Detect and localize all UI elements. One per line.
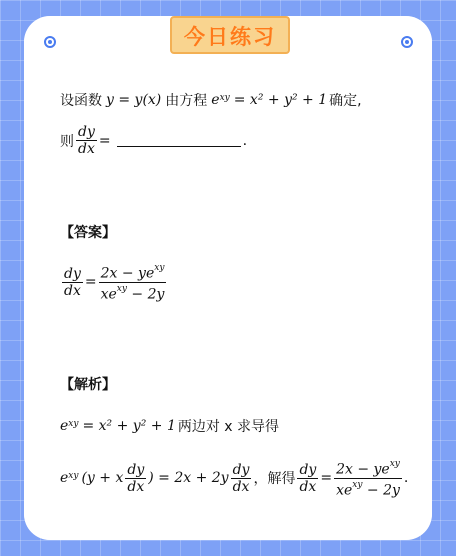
analysis-label: 【解析】 — [60, 377, 116, 393]
answer-dy: dy — [64, 265, 81, 282]
answer-numerator: 2x − ye — [100, 265, 155, 282]
analysis2-part1: (y + x — [81, 470, 124, 487]
problem-period: . — [242, 132, 248, 149]
decor-dot-left-icon — [44, 36, 56, 48]
analysis2-dy-a: dy — [127, 461, 145, 478]
analysis2-dy-c: dy — [299, 461, 317, 478]
problem-suffix: 确定, — [329, 93, 362, 109]
answer-num-exp: xy — [154, 263, 165, 273]
analysis2-result-num-exp: xy — [389, 459, 400, 469]
answer-den-rest: − 2y — [126, 286, 165, 303]
analysis2-derivative-a — [125, 462, 146, 495]
answer-denominator: xe — [100, 286, 117, 303]
page-title: 今日练习 — [170, 16, 290, 54]
problem-line-2 — [60, 124, 247, 157]
analysis2-result-den-rest: − 2y — [362, 482, 400, 499]
problem-function: y = y(x) — [106, 92, 162, 108]
analysis-eq: = x² + y² + 1 — [82, 418, 176, 434]
analysis-line-1 — [60, 416, 279, 436]
analysis2-part2: ) = 2x + 2y — [148, 470, 229, 487]
analysis-e: e — [60, 418, 69, 434]
problem-eq-rest: = x² + y² + 1 — [233, 92, 328, 108]
analysis2-dy-b: dy — [232, 461, 250, 478]
analysis2-result-den: xe — [336, 482, 353, 499]
analysis2-e-exp: xy — [68, 471, 79, 482]
analysis-text: 两边对 x 求导得 — [177, 419, 280, 435]
analysis2-derivative-c — [297, 462, 318, 495]
analysis2-result-num: 2x − ye — [336, 461, 390, 478]
answer-label-line — [60, 222, 116, 242]
analysis-label-line — [60, 374, 116, 394]
problem-line2-prefix: 则 — [60, 133, 74, 150]
answer-formula — [60, 262, 168, 302]
problem-prefix: 设函数 — [60, 93, 102, 109]
problem-line-1 — [60, 90, 362, 110]
answer-derivative — [62, 266, 83, 299]
problem-derivative — [76, 124, 97, 157]
answer-dx: dx — [64, 282, 81, 299]
problem-mid: 由方程 — [165, 93, 208, 109]
analysis-line-2 — [60, 458, 408, 498]
analysis2-result-den-exp: xy — [352, 479, 363, 490]
problem-dy: dy — [78, 124, 95, 140]
problem-dx: dx — [78, 141, 95, 157]
decor-dot-right-icon — [401, 36, 413, 48]
answer-blank — [117, 134, 241, 147]
answer-fraction — [99, 262, 167, 302]
analysis2-end: . — [403, 470, 409, 487]
analysis2-result-fraction — [334, 458, 402, 498]
analysis2-dx-b: dx — [232, 478, 250, 495]
analysis2-derivative-b — [231, 462, 252, 495]
answer-label: 【答案】 — [60, 225, 116, 241]
answer-equals: = — [84, 274, 97, 291]
analysis2-e: e — [60, 470, 69, 487]
problem-eq-exp: xy — [219, 93, 230, 103]
problem-eq-e: e — [211, 92, 220, 108]
answer-den-exp: xy — [116, 283, 127, 294]
analysis2-sep: ，解得 — [253, 471, 296, 488]
analysis2-result-eq: = — [320, 470, 333, 487]
analysis2-dx-a: dx — [127, 478, 145, 495]
problem-equals: = — [98, 132, 111, 149]
analysis2-dx-c: dx — [299, 478, 317, 495]
analysis-e-exp: xy — [68, 419, 79, 429]
